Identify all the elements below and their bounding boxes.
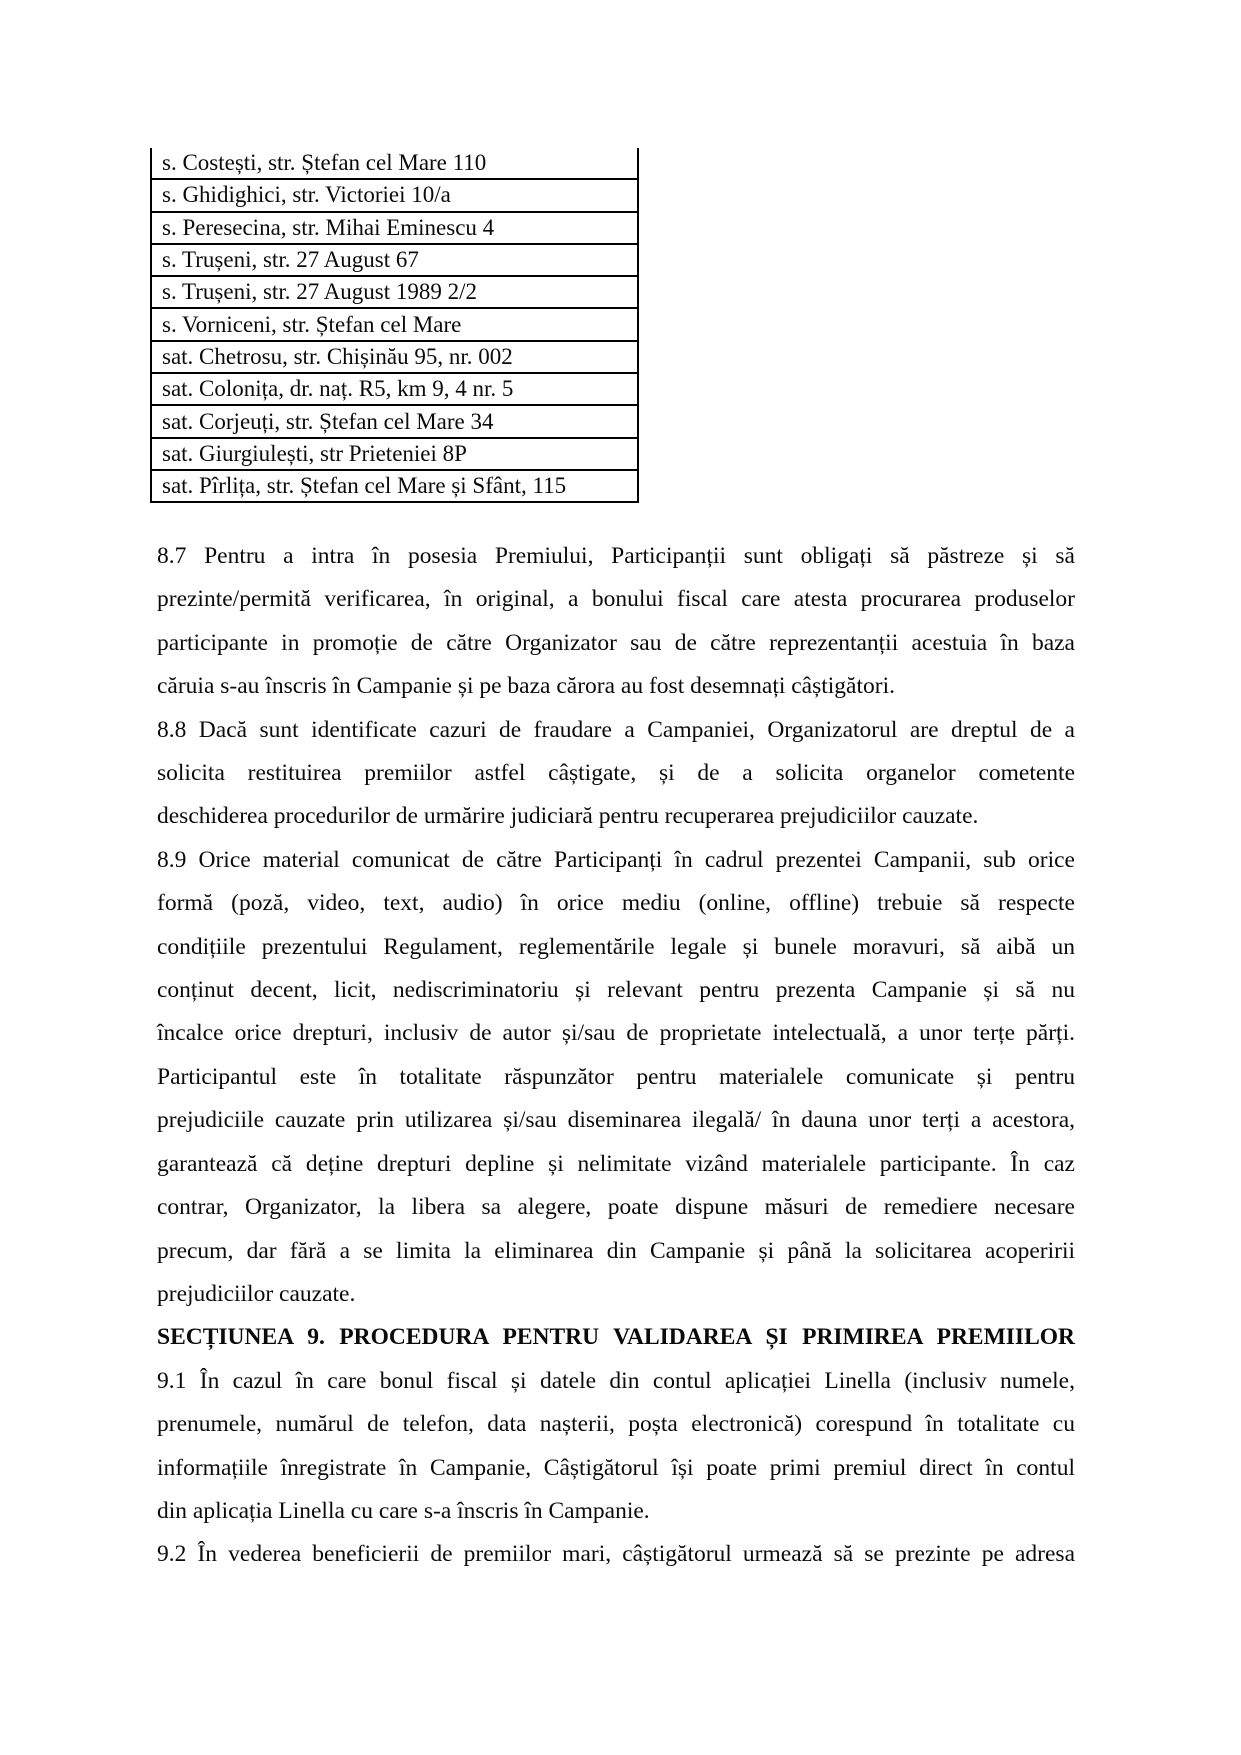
text-line: contrar, Organizator, la libera sa alegere, poate dispune măsuri de remediere necesare xyxy=(157,1194,1075,1221)
address-cell: s. Peresecina, str. Mihai Eminescu 4 xyxy=(151,212,638,244)
text-line: deschiderea procedurilor de urmărire judiciară pentru recuperarea prejudiciilor cauzate. xyxy=(157,803,979,830)
text-line: din aplicația Linella cu care s-a înscris în Campanie. xyxy=(157,1497,650,1524)
table-row xyxy=(151,405,638,437)
table-row xyxy=(151,470,638,502)
paragraph xyxy=(157,1360,1075,1534)
text-line: 8.8 Dacă sunt identificate cazuri de fraudare a Campaniei, Organizatorul are dreptul de a xyxy=(157,716,1075,743)
text-line: participante in promoție de către Organizator sau de către reprezentanții acestuia în baza xyxy=(157,629,1075,656)
text-line: conținut decent, licit, nediscriminatoriu și relevant pentru prezenta Campanie și să nu xyxy=(157,977,1075,1004)
section-heading xyxy=(157,1316,1075,1359)
text-line: prezinte/permită verificarea, în original, a bonului fiscal care atesta procurarea produselor xyxy=(157,586,1075,613)
address-cell: sat. Pîrlița, str. Ștefan cel Mare și Sfânt, 115 xyxy=(151,470,638,502)
text-line: precum, dar fără a se limita la eliminarea din Campanie și până la solicitarea acoperirii xyxy=(157,1237,1075,1264)
address-cell: s. Ghidighici, str. Victoriei 10/a xyxy=(151,179,638,211)
table-row xyxy=(151,244,638,276)
text-line: prejudiciile cauzate prin utilizarea și/sau diseminarea ilegală/ în dauna unor terți a acestora, xyxy=(157,1107,1075,1134)
text-line: căruia s-au înscris în Campanie și pe baza cărora au fost desemnați câștigători. xyxy=(157,673,896,700)
address-table xyxy=(150,148,639,503)
paragraph xyxy=(157,535,1075,709)
text-line: solicita restituirea premiilor astfel câștigate, și de a solicita organelor cometente xyxy=(157,760,1075,787)
table-row xyxy=(151,373,638,405)
table-row xyxy=(151,276,638,308)
address-cell: sat. Chetrosu, str. Chișinău 95, nr. 002 xyxy=(151,341,638,373)
text-line: 8.7 Pentru a intra în posesia Premiului, Participanții sunt obligați să păstreze și să xyxy=(157,543,1075,569)
text-line: prenumele, numărul de telefon, data nașterii, poșta electronică) corespund în totalitate cu xyxy=(157,1411,1075,1438)
table-row xyxy=(151,438,638,470)
address-cell: sat. Corjeuți, str. Ștefan cel Mare 34 xyxy=(151,405,638,437)
address-cell: s. Vorniceni, str. Ștefan cel Mare xyxy=(151,308,638,340)
paragraph xyxy=(157,839,1075,1316)
text-line: prejudiciilor cauzate. xyxy=(157,1280,356,1307)
text-line: încalce orice drepturi, inclusiv de autor și/sau de proprietate intelectuală, a unor terțe părți. xyxy=(157,1020,1075,1047)
table-row xyxy=(151,308,638,340)
text-line: Participantul este în totalitate răspunzător pentru materialele comunicate și pentru xyxy=(157,1063,1075,1090)
table-row xyxy=(151,212,638,244)
address-cell: sat. Giurgiulești, str Prieteniei 8P xyxy=(151,438,638,470)
text-line: 9.1 În cazul în care bonul fiscal și datele din contul aplicației Linella (inclusiv numele, xyxy=(157,1367,1075,1394)
paragraph xyxy=(157,1533,1075,1576)
table-row xyxy=(151,179,638,211)
paragraph xyxy=(157,709,1075,839)
text-line: 8.9 Orice material comunicat de către Participanți în cadrul prezentei Campanii, sub orice xyxy=(157,846,1075,873)
table-row xyxy=(151,341,638,373)
document-body xyxy=(157,535,1075,1577)
address-cell: sat. Colonița, dr. naț. R5, km 9, 4 nr. 5 xyxy=(151,373,638,405)
text-line: SECȚIUNEA 9. PROCEDURA PENTRU VALIDAREA ȘI PRIMIREA PREMIILOR xyxy=(157,1324,1075,1351)
text-line: garantează că deține drepturi depline și nelimitate vizând materialele participante. În caz xyxy=(157,1150,1075,1177)
text-line: informațiile înregistrate în Campanie, Câștigătorul își poate primi premiul direct în contul xyxy=(157,1454,1075,1481)
table-row xyxy=(151,148,638,179)
text-line: condițiile prezentului Regulament, reglementările legale și bunele moravuri, să aibă un xyxy=(157,933,1075,960)
text-line: formă (poză, video, text, audio) în orice mediu (online, offline) trebuie să respecte xyxy=(157,890,1075,917)
address-cell: s. Costești, str. Ștefan cel Mare 110 xyxy=(151,148,638,179)
text-line: 9.2 În vederea beneficierii de premiilor mari, câștigătorul urmează să se prezinte pe adresa xyxy=(157,1541,1075,1568)
address-cell: s. Trușeni, str. 27 August 67 xyxy=(151,244,638,276)
address-cell: s. Trușeni, str. 27 August 1989 2/2 xyxy=(151,276,638,308)
